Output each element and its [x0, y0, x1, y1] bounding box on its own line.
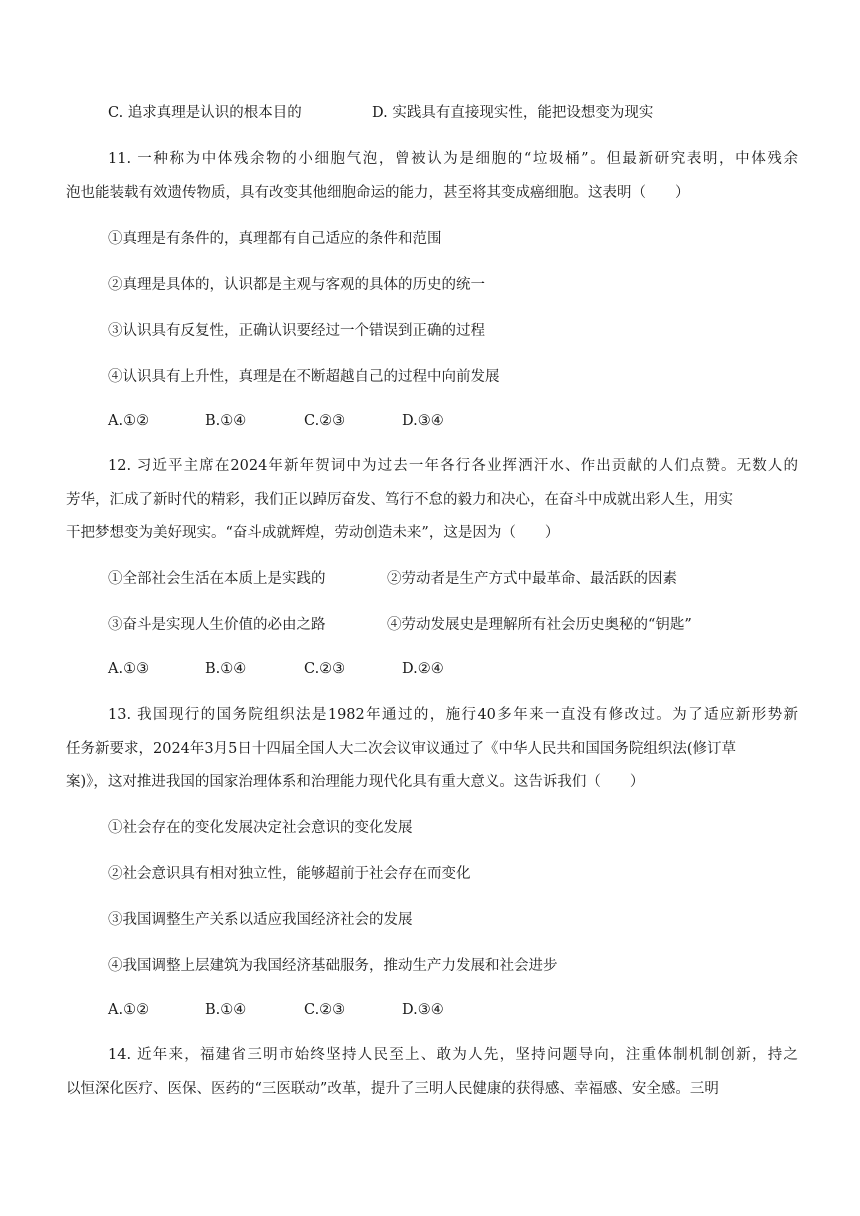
q14-stem-line2: 以恒深化医疗、医保、医药的“三医联动”改革，提升了三明人民健康的获得感、幸福感、安全感。三明 — [66, 1081, 719, 1097]
q10-option-d: D. 实践具有直接现实性，能把设想变为现实 — [372, 105, 654, 121]
q13-item-1: ①社会存在的变化发展决定社会意识的变化发展 — [108, 820, 413, 836]
q12-option-c: C.②③ — [304, 661, 346, 677]
q13-option-d: D.③④ — [402, 1002, 444, 1018]
q12-option-d: D.②④ — [402, 661, 444, 677]
q13-option-b: B.①④ — [205, 1002, 247, 1018]
q10-option-c: C. 追求真理是认识的根本目的 — [108, 105, 302, 121]
q11-item-4: ④认识具有上升性，真理是在不断超越自己的过程中向前发展 — [108, 369, 500, 385]
q11-item-2: ②真理是具体的，认识都是主观与客观的具体的历史的统一 — [108, 277, 485, 293]
q12-item-4: ④劳动发展史是理解所有社会历史奥秘的“钥匙” — [387, 617, 692, 633]
q13-item-3: ③我国调整生产关系以适应我国经济社会的发展 — [108, 912, 413, 928]
q11-item-3: ③认识具有反复性，正确认识要经过一个错误到正确的过程 — [108, 323, 485, 339]
q13-stem-line3: 案)》，这对推进我国的国家治理体系和治理能力现代化具有重大意义。这告诉我们（ ） — [66, 774, 645, 790]
q11-stem-line1: 11. 一种称为中体残余物的小细胞气泡，曾被认为是细胞的“垃圾桶”。但最新研究表明，中体残余 — [108, 151, 798, 167]
q11-item-1: ①真理是有条件的，真理都有自己适应的条件和范围 — [108, 231, 442, 247]
q11-option-a: A.①② — [108, 413, 150, 429]
q12-option-a: A.①③ — [108, 661, 150, 677]
q14-stem-line1: 14. 近年来，福建省三明市始终坚持人民至上、敢为人先，坚持问题导向，注重体制机制创新，持之 — [108, 1047, 798, 1063]
q11-option-c: C.②③ — [304, 413, 346, 429]
q11-option-b: B.①④ — [205, 413, 247, 429]
q12-stem-line1: 12. 习近平主席在2024年新年贺词中为过去一年各行各业挥洒汗水、作出贡献的人们点赞。无数人的 — [108, 458, 798, 474]
q13-item-4: ④我国调整上层建筑为我国经济基础服务，推动生产力发展和社会进步 — [108, 958, 558, 974]
q12-item-3: ③奋斗是实现人生价值的必由之路 — [108, 617, 326, 633]
q11-option-d: D.③④ — [402, 413, 444, 429]
q13-item-2: ②社会意识具有相对独立性，能够超前于社会存在而变化 — [108, 866, 471, 882]
q12-item-2: ②劳动者是生产方式中最革命、最活跃的因素 — [387, 571, 677, 587]
q12-item-1: ①全部社会生活在本质上是实践的 — [108, 571, 326, 587]
q12-stem-line3: 干把梦想变为美好现实。“奋斗成就辉煌，劳动创造未来”，这是因为（ ） — [66, 525, 560, 541]
q13-stem-line1: 13. 我国现行的国务院组织法是1982年通过的，施行40多年来一直没有修改过。为了适应新形势新 — [108, 707, 798, 723]
q12-stem-line2: 芳华，汇成了新时代的精彩，我们正以踔厉奋发、笃行不怠的毅力和决心，在奋斗中成就出彩人生，用实 — [66, 492, 733, 508]
q13-stem-line2: 任务新要求，2024年3月5日十四届全国人大二次会议审议通过了《中华人民共和国国务院组织法(修订草 — [66, 741, 737, 757]
q13-option-a: A.①② — [108, 1002, 150, 1018]
q12-option-b: B.①④ — [205, 661, 247, 677]
q13-option-c: C.②③ — [304, 1002, 346, 1018]
q11-stem-line2: 泡也能装载有效遗传物质，具有改变其他细胞命运的能力，甚至将其变成癌细胞。这表明（ ） — [66, 185, 690, 201]
